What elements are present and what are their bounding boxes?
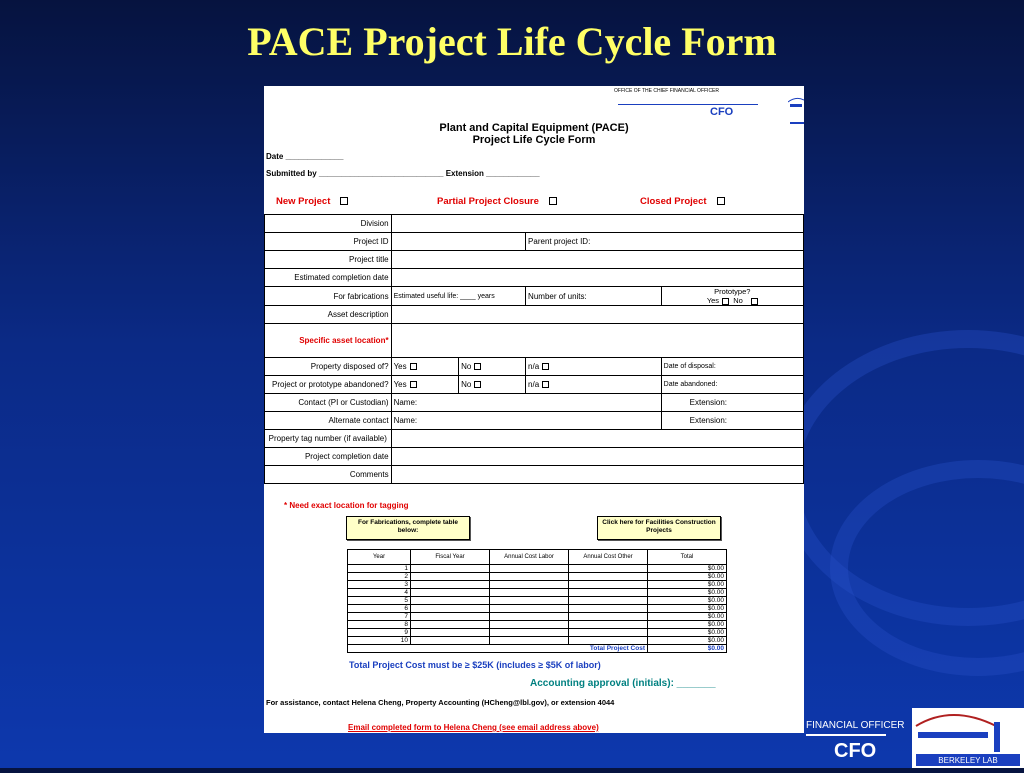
header-cfo: CFO [710, 106, 734, 118]
table-row [265, 394, 804, 412]
other-cell[interactable] [569, 597, 648, 605]
partial-closure-checkbox[interactable] [549, 197, 557, 205]
pace-form [264, 86, 804, 733]
cost-row [348, 589, 727, 597]
year-cell: 10 [348, 637, 411, 645]
property-tag-input[interactable] [391, 430, 803, 448]
form-title [264, 122, 804, 146]
accounting-approval[interactable]: Accounting approval (initials): _______ [530, 678, 716, 689]
alternate-contact-label: Alternate contact [265, 412, 392, 430]
for-fabrications-label: For fabrications [265, 287, 392, 306]
year-cell: 3 [348, 581, 411, 589]
total-cell: $0.00 [648, 589, 727, 597]
labor-cell[interactable] [490, 581, 569, 589]
year-cell: 5 [348, 597, 411, 605]
contact-extension-field[interactable]: Extension: [661, 394, 803, 412]
table-row [265, 287, 804, 306]
other-cell[interactable] [569, 613, 648, 621]
prototype-no-label: No [733, 296, 743, 305]
total-cell: $0.00 [648, 573, 727, 581]
disposed-na-checkbox[interactable] [542, 363, 549, 370]
specific-location-input[interactable] [391, 324, 803, 358]
table-row [265, 376, 804, 394]
table-row [265, 430, 804, 448]
property-disposed-label: Property disposed of? [265, 358, 392, 376]
year-cell: 4 [348, 589, 411, 597]
prototype-yes-label: Yes [706, 296, 720, 305]
project-title-input[interactable] [391, 251, 803, 269]
fiscal-year-cell[interactable] [411, 597, 490, 605]
partial-closure-option[interactable] [437, 196, 557, 207]
year-cell: 9 [348, 629, 411, 637]
contact-label: Contact (PI or Custodian) [265, 394, 392, 412]
footer-divider [806, 734, 886, 736]
cost-row [348, 637, 727, 645]
abandoned-na-checkbox[interactable] [542, 381, 549, 388]
disposed-yes-label: Yes [393, 362, 407, 371]
project-id-input[interactable] [391, 233, 525, 251]
total-cost-requirement: Total Project Cost must be ≥ $25K (includes ≥ $5K of labor) [349, 660, 601, 670]
fiscal-year-cell[interactable] [411, 565, 490, 573]
other-cell[interactable] [569, 621, 648, 629]
alternate-extension-field[interactable]: Extension: [661, 412, 803, 430]
assistance-text: For assistance, contact Helena Cheng, Property Accounting (HCheng@lbl.gov), or extension 4044 [266, 698, 615, 707]
cost-row [348, 621, 727, 629]
cost-row [348, 581, 727, 589]
abandoned-no-checkbox[interactable] [474, 381, 481, 388]
asset-description-input[interactable] [391, 306, 803, 324]
fiscal-year-cell[interactable] [411, 589, 490, 597]
abandoned-yes-option[interactable] [391, 376, 459, 394]
labor-cell[interactable] [490, 573, 569, 581]
disposed-no-checkbox[interactable] [474, 363, 481, 370]
header-office-text: OFFICE OF THE CHIEF FINANCIAL OFFICER [614, 88, 720, 94]
total-cell: $0.00 [648, 581, 727, 589]
abandoned-no-label: No [461, 380, 472, 389]
labor-cell[interactable] [490, 613, 569, 621]
abandoned-na-label: n/a [528, 380, 540, 389]
header-divider [618, 104, 758, 105]
fiscal-year-cell[interactable] [411, 629, 490, 637]
cost-row [348, 629, 727, 637]
year-cell: 8 [348, 621, 411, 629]
table-row [265, 358, 804, 376]
need-exact-location-note: * Need exact location for tagging [284, 501, 409, 510]
fiscal-year-cell[interactable] [411, 621, 490, 629]
footer-office-text: FINANCIAL OFFICER [806, 720, 905, 731]
table-row [265, 448, 804, 466]
header-year: Year [348, 550, 411, 565]
slide-title: PACE Project Life Cycle Form [247, 19, 777, 64]
total-cell: $0.00 [648, 629, 727, 637]
facilities-button[interactable]: Click here for Facilities Construction Projects [597, 516, 721, 540]
table-row [265, 324, 804, 358]
abandoned-na-option[interactable] [526, 376, 662, 394]
header-fiscal-year: Fiscal Year [411, 550, 490, 565]
other-cell[interactable] [569, 605, 648, 613]
total-value: $0.00 [648, 645, 727, 653]
fabrications-button[interactable]: For Fabrications, complete table below: [346, 516, 470, 540]
other-cell[interactable] [569, 637, 648, 645]
closed-project-label: Closed Project [640, 196, 707, 207]
contact-name-field[interactable]: Name: [391, 394, 661, 412]
other-cell[interactable] [569, 573, 648, 581]
disposed-na-option[interactable] [526, 358, 662, 376]
other-cell[interactable] [569, 629, 648, 637]
division-label: Division [265, 215, 392, 233]
prototype-yes-checkbox[interactable] [722, 298, 729, 305]
labor-cell[interactable] [490, 605, 569, 613]
header-cost-other: Annual Cost Other [569, 550, 648, 565]
table-row [265, 466, 804, 484]
fiscal-year-cell[interactable] [411, 637, 490, 645]
property-tag-label: Property tag number (if available) [265, 430, 392, 448]
fiscal-year-cell[interactable] [411, 581, 490, 589]
table-row [265, 306, 804, 324]
disposed-no-label: No [461, 362, 472, 371]
number-of-units-field[interactable]: Number of units: [526, 287, 662, 306]
new-project-option[interactable] [276, 196, 348, 207]
table-row [265, 269, 804, 287]
other-cell[interactable] [569, 589, 648, 597]
abandoned-yes-checkbox[interactable] [410, 381, 417, 388]
total-label: Total Project Cost [348, 645, 648, 653]
abandoned-yes-label: Yes [393, 380, 407, 389]
email-link[interactable]: Email completed form to Helena Cheng (see email address above) [348, 723, 599, 732]
total-cell: $0.00 [648, 637, 727, 645]
table-row [265, 233, 804, 251]
cost-row [348, 597, 727, 605]
table-row [265, 251, 804, 269]
project-completion-label: Project completion date [265, 448, 392, 466]
partial-closure-label: Partial Project Closure [437, 196, 539, 207]
asset-description-label: Asset description [265, 306, 392, 324]
disposed-yes-checkbox[interactable] [410, 363, 417, 370]
table-row [265, 215, 804, 233]
form-title-line2: Project Life Cycle Form [472, 134, 596, 146]
estimated-completion-input[interactable] [391, 269, 803, 287]
cost-table [347, 549, 727, 653]
table-row [265, 412, 804, 430]
total-row [348, 645, 727, 653]
year-cell: 7 [348, 613, 411, 621]
project-completion-input[interactable] [391, 448, 803, 466]
labor-cell[interactable] [490, 597, 569, 605]
date-of-disposal-field[interactable]: Date of disposal: [661, 358, 803, 376]
lab-logo-icon [788, 94, 804, 124]
total-cell: $0.00 [648, 605, 727, 613]
other-cell[interactable] [569, 565, 648, 573]
header-total: Total [648, 550, 727, 565]
footer-cfo: CFO [834, 740, 877, 762]
alternate-name-field[interactable]: Name: [391, 412, 661, 430]
project-id-label: Project ID [265, 233, 392, 251]
total-cell: $0.00 [648, 621, 727, 629]
abandoned-no-option[interactable] [459, 376, 526, 394]
date-abandoned-field[interactable]: Date abandoned: [661, 376, 803, 394]
other-cell[interactable] [569, 581, 648, 589]
prototype-no-checkbox[interactable] [751, 298, 758, 305]
project-abandoned-label: Project or prototype abandoned? [265, 376, 392, 394]
year-cell: 1 [348, 565, 411, 573]
disposed-na-label: n/a [528, 362, 540, 371]
parent-project-id-field[interactable]: Parent project ID: [526, 233, 804, 251]
closed-project-option[interactable] [640, 196, 725, 207]
date-field[interactable]: Date _____________ [266, 152, 344, 161]
cost-table-header [348, 550, 727, 565]
new-project-checkbox[interactable] [340, 197, 348, 205]
fiscal-year-cell[interactable] [411, 613, 490, 621]
project-title-label: Project title [265, 251, 392, 269]
project-info-table [264, 214, 804, 484]
specific-location-label: Specific asset location* [265, 324, 392, 358]
berkeley-lab-logo [912, 708, 1024, 768]
comments-label: Comments [265, 466, 392, 484]
fiscal-year-cell[interactable] [411, 573, 490, 581]
fiscal-year-cell[interactable] [411, 605, 490, 613]
labor-cell[interactable] [490, 589, 569, 597]
labor-cell[interactable] [490, 565, 569, 573]
prototype-field [661, 287, 803, 306]
cost-row [348, 605, 727, 613]
total-cell: $0.00 [648, 597, 727, 605]
prototype-label: Prototype? [714, 287, 751, 296]
header-cost-labor: Annual Cost Labor [490, 550, 569, 565]
year-cell: 2 [348, 573, 411, 581]
new-project-label: New Project [276, 196, 331, 207]
useful-life-field[interactable]: Estimated useful life: ____ years [391, 287, 525, 306]
disposed-no-option[interactable] [459, 358, 526, 376]
closed-project-checkbox[interactable] [717, 197, 725, 205]
cost-row [348, 565, 727, 573]
cost-table-body [348, 565, 727, 645]
total-cell: $0.00 [648, 565, 727, 573]
estimated-completion-label: Estimated completion date [265, 269, 392, 287]
total-cell: $0.00 [648, 613, 727, 621]
labor-cell[interactable] [490, 637, 569, 645]
labor-cell[interactable] [490, 629, 569, 637]
submitted-by-field[interactable]: Submitted by ____________________________ Extension ____________ [266, 169, 540, 178]
disposed-yes-option[interactable] [391, 358, 459, 376]
cost-row [348, 613, 727, 621]
labor-cell[interactable] [490, 621, 569, 629]
comments-input[interactable] [391, 466, 803, 484]
cost-row [348, 573, 727, 581]
division-input[interactable] [391, 215, 803, 233]
form-title-line1: Plant and Capital Equipment (PACE) [439, 122, 629, 134]
logo-text: BERKELEY LAB [938, 756, 998, 765]
berkeley-lab-logo-icon [912, 708, 1024, 768]
year-cell: 6 [348, 605, 411, 613]
